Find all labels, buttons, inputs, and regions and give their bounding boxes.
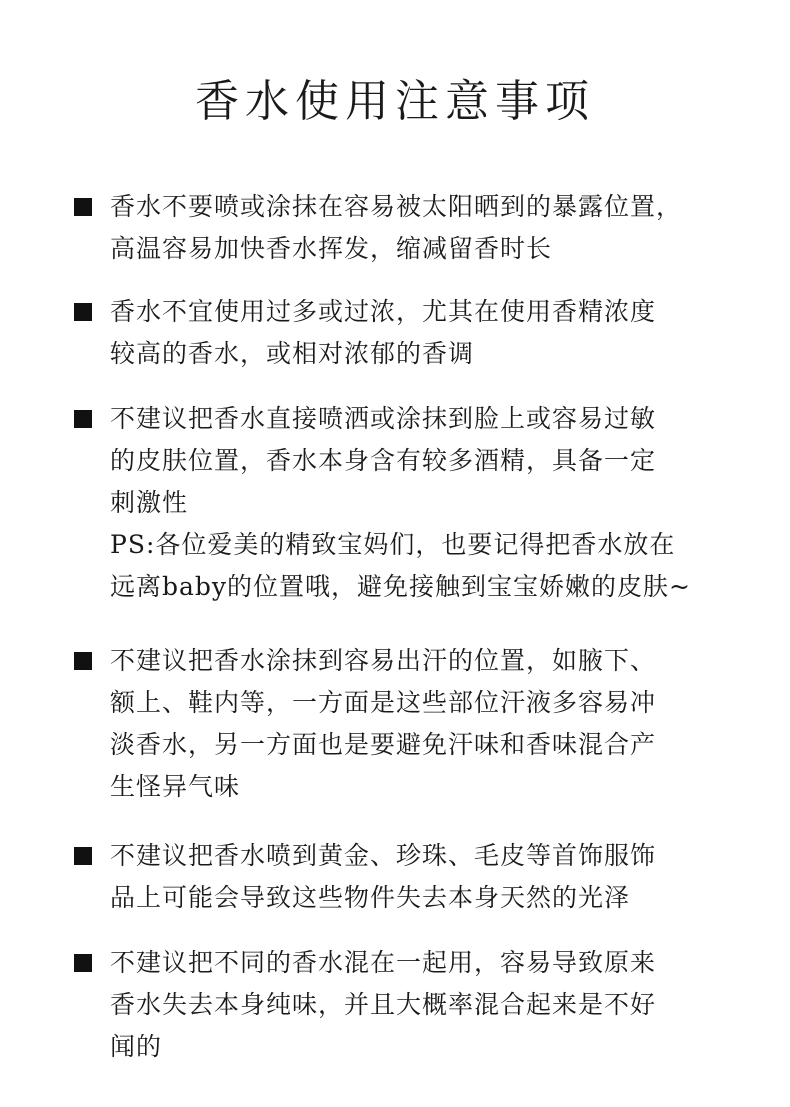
ps-note-line: PS:各位爱美的精致宝妈们，也要记得把香水放在 xyxy=(110,530,676,559)
text-line: 香水不宜使用过多或过浓，尤其在使用香精浓度 xyxy=(110,297,657,326)
text-line: 额上、鞋内等，一方面是这些部位汗液多容易冲 xyxy=(110,688,657,717)
text-line: 不建议把香水喷到黄金、珍珠、毛皮等首饰服饰 xyxy=(110,841,657,870)
text-line: 较高的香水，或相对浓郁的香调 xyxy=(110,339,475,368)
text-line: 生怪异气味 xyxy=(110,772,241,801)
page-title: 香水使用注意事项 xyxy=(195,76,595,127)
square-bullet-icon xyxy=(74,652,92,670)
square-bullet-icon xyxy=(74,847,92,865)
list-item-text xyxy=(110,186,730,270)
list-item-text xyxy=(110,942,730,1068)
text-line: 刺激性 xyxy=(110,488,189,517)
list-item-text xyxy=(110,835,730,919)
text-line: 不建议把不同的香水混在一起用，容易导致原来 xyxy=(110,948,657,977)
square-bullet-icon xyxy=(74,410,92,428)
list-item-text xyxy=(110,640,730,808)
text-line: 品上可能会导致这些物件失去本身天然的光泽 xyxy=(110,883,631,912)
list-item-text xyxy=(110,291,730,375)
ps-note-line: 远离baby的位置哦，避免接触到宝宝娇嫩的皮肤~ xyxy=(110,572,691,601)
text-line: 高温容易加快香水挥发，缩减留香时长 xyxy=(110,234,553,263)
text-line: 香水不要喷或涂抹在容易被太阳晒到的暴露位置， xyxy=(110,192,683,221)
text-line: 的皮肤位置，香水本身含有较多酒精，具备一定 xyxy=(110,446,657,475)
text-line: 淡香水，另一方面也是要避免汗味和香味混合产 xyxy=(110,730,657,759)
text-line: 闻的 xyxy=(110,1032,163,1061)
text-line: 不建议把香水涂抹到容易出汗的位置，如腋下、 xyxy=(110,646,657,675)
text-line: 香水失去本身纯味，并且大概率混合起来是不好 xyxy=(110,990,657,1019)
list-item-text xyxy=(110,398,730,608)
square-bullet-icon xyxy=(74,954,92,972)
square-bullet-icon xyxy=(74,198,92,216)
text-line: 不建议把香水直接喷洒或涂抹到脸上或容易过敏 xyxy=(110,404,657,433)
square-bullet-icon xyxy=(74,303,92,321)
